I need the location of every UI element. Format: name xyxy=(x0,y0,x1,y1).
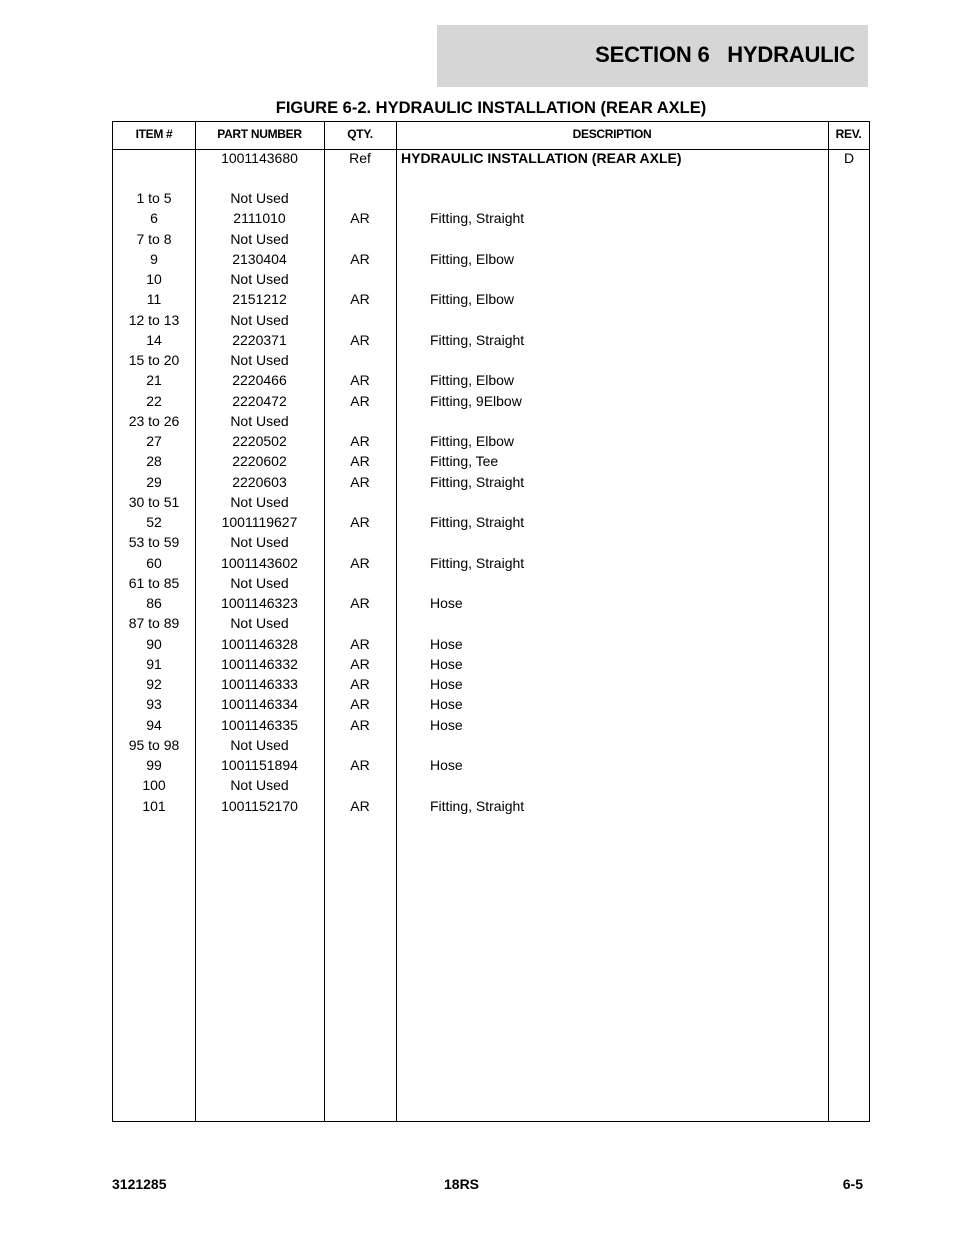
part-number-cell: 2220466 xyxy=(232,372,287,389)
item-number-cell: 9 xyxy=(150,250,158,267)
part-number-cell: 1001146335 xyxy=(221,716,298,733)
table-row xyxy=(113,411,869,431)
quantity-cell: AR xyxy=(350,433,370,449)
item-number-cell: 27 xyxy=(146,433,162,449)
table-row xyxy=(113,148,869,168)
item-number-cell: 14 xyxy=(146,331,162,348)
part-number-cell: Not Used xyxy=(230,230,289,247)
header-rev: REV. xyxy=(835,127,862,141)
table-row xyxy=(113,310,869,330)
description-cell: Fitting, Straight xyxy=(430,797,525,814)
part-number-cell: Not Used xyxy=(230,412,289,429)
quantity-cell: AR xyxy=(350,331,370,348)
quantity-cell: AR xyxy=(350,372,370,389)
item-number-cell: 23 to 26 xyxy=(128,412,180,429)
quantity-cell: AR xyxy=(350,250,370,267)
quantity-cell: AR xyxy=(350,210,370,227)
part-number-cell: 2220371 xyxy=(232,331,287,348)
part-number-cell: 2220602 xyxy=(232,453,287,470)
table-row xyxy=(113,532,869,552)
description-cell: Fitting, Straight xyxy=(430,331,525,348)
description-cell: HYDRAULIC INSTALLATION (REAR AXLE) xyxy=(401,150,682,166)
quantity-cell: AR xyxy=(350,554,370,571)
item-number-cell: 1 to 5 xyxy=(136,190,172,206)
table-row xyxy=(113,715,869,735)
quantity-cell: AR xyxy=(350,453,370,470)
description-cell: Fitting, Elbow xyxy=(430,250,515,267)
table-row xyxy=(113,289,869,309)
part-number-cell: Not Used xyxy=(230,615,289,632)
part-number-cell: Not Used xyxy=(230,311,289,328)
table-row xyxy=(113,249,869,269)
item-number-cell: 53 to 59 xyxy=(128,534,180,551)
part-number-cell: Not Used xyxy=(230,574,289,591)
part-number-cell: 2130404 xyxy=(232,250,287,267)
table-row xyxy=(113,208,869,228)
part-number-cell: 2111010 xyxy=(233,210,286,227)
quantity-cell: AR xyxy=(350,291,370,308)
part-number-cell: 1001146332 xyxy=(221,655,298,672)
quantity-cell: AR xyxy=(350,392,370,409)
part-number-cell: 2151212 xyxy=(232,291,287,308)
description-cell: Hose xyxy=(430,595,463,611)
item-number-cell: 11 xyxy=(146,291,162,308)
part-number-cell: Not Used xyxy=(230,736,289,753)
part-number-cell: 2220472 xyxy=(232,392,287,409)
item-number-cell: 15 to 20 xyxy=(128,352,180,368)
item-number-cell: 91 xyxy=(146,655,162,672)
header-qty: QTY. xyxy=(347,127,373,141)
quantity-cell: AR xyxy=(350,716,370,733)
section-title: SECTION 6 HYDRAULIC xyxy=(595,42,855,67)
description-cell: Fitting, Elbow xyxy=(430,372,515,389)
description-cell: Hose xyxy=(430,635,463,652)
table-row xyxy=(113,775,869,795)
part-number-cell: 1001143602 xyxy=(221,554,298,571)
quantity-cell: AR xyxy=(350,635,370,652)
table-row xyxy=(113,330,869,350)
description-cell: Fitting, Elbow xyxy=(430,433,515,449)
part-number-cell: 1001143680 xyxy=(221,150,298,166)
item-number-cell: 101 xyxy=(142,797,166,814)
item-number-cell: 90 xyxy=(146,635,162,652)
section-header xyxy=(437,25,868,87)
part-number-cell: 2220603 xyxy=(232,473,287,490)
table-row xyxy=(113,796,869,816)
description-cell: Hose xyxy=(430,676,463,692)
table-row xyxy=(113,694,869,714)
item-number-cell: 28 xyxy=(146,453,162,470)
table-row xyxy=(113,269,869,289)
table-row xyxy=(113,451,869,471)
item-number-cell: 94 xyxy=(146,716,162,733)
footer-page-number: 6-5 xyxy=(842,1176,863,1192)
item-number-cell: 12 to 13 xyxy=(128,311,180,328)
item-number-cell: 22 xyxy=(146,392,162,409)
table-row xyxy=(113,654,869,674)
description-cell: Fitting, Elbow xyxy=(430,291,515,308)
table-row xyxy=(113,229,869,249)
part-number-cell: 1001146334 xyxy=(221,696,298,713)
table-row xyxy=(113,613,869,633)
figure-title: FIGURE 6-2. HYDRAULIC INSTALLATION (REAR AXLE) xyxy=(275,99,707,117)
description-cell: Hose xyxy=(430,655,463,672)
table-row xyxy=(113,472,869,492)
quantity-cell: AR xyxy=(350,676,370,692)
quantity-cell: Ref xyxy=(349,150,371,166)
table-row xyxy=(113,512,869,532)
item-number-cell: 30 to 51 xyxy=(128,493,180,510)
footer-model: 18RS xyxy=(444,1176,480,1192)
item-number-cell: 10 xyxy=(146,271,162,287)
table-row xyxy=(113,391,869,411)
item-number-cell: 95 to 98 xyxy=(128,736,180,753)
table-row xyxy=(113,674,869,694)
table-row xyxy=(113,735,869,755)
description-cell: Fitting, Straight xyxy=(430,473,525,490)
part-number-cell: 1001119627 xyxy=(221,514,298,530)
table-row xyxy=(113,492,869,512)
quantity-cell: AR xyxy=(350,757,370,773)
quantity-cell: AR xyxy=(350,473,370,490)
description-cell: Hose xyxy=(430,696,463,713)
table-row xyxy=(113,593,869,613)
quantity-cell: AR xyxy=(350,655,370,672)
part-number-cell: Not Used xyxy=(230,777,289,794)
header-description: DESCRIPTION xyxy=(572,127,652,141)
item-number-cell: 7 to 8 xyxy=(136,230,172,247)
part-number-cell: 2220502 xyxy=(232,433,287,449)
table-row xyxy=(113,370,869,390)
table-row xyxy=(113,634,869,654)
quantity-cell: AR xyxy=(350,595,370,611)
description-cell: Fitting, 9Elbow xyxy=(430,392,522,409)
table-row xyxy=(113,755,869,775)
header-item: ITEM # xyxy=(135,127,173,141)
item-number-cell: 86 xyxy=(146,595,162,611)
description-cell: Fitting, Straight xyxy=(430,554,525,571)
part-number-cell: 1001151894 xyxy=(221,757,298,773)
part-number-cell: 1001152170 xyxy=(221,797,298,814)
table-row xyxy=(113,573,869,593)
item-number-cell: 92 xyxy=(146,676,162,692)
description-cell: Hose xyxy=(430,716,463,733)
table-row xyxy=(113,350,869,370)
description-cell: Fitting, Straight xyxy=(430,210,525,227)
item-number-cell: 52 xyxy=(146,514,162,530)
item-number-cell: 6 xyxy=(150,210,158,227)
item-number-cell: 21 xyxy=(146,372,162,389)
quantity-cell: AR xyxy=(350,797,370,814)
item-number-cell: 93 xyxy=(146,696,162,713)
part-number-cell: Not Used xyxy=(230,271,289,287)
table-row xyxy=(113,553,869,573)
item-number-cell: 60 xyxy=(146,554,162,571)
description-cell: Hose xyxy=(430,757,463,773)
table-row xyxy=(113,431,869,451)
part-number-cell: Not Used xyxy=(230,534,289,551)
revision-cell: D xyxy=(843,150,855,166)
part-number-cell: Not Used xyxy=(230,493,289,510)
header-part-number: PART NUMBER xyxy=(217,127,302,141)
quantity-cell: AR xyxy=(350,696,370,713)
parts-table xyxy=(112,121,870,1122)
item-number-cell: 99 xyxy=(146,757,162,773)
item-number-cell: 87 to 89 xyxy=(128,615,180,632)
part-number-cell: 1001146328 xyxy=(221,635,298,652)
part-number-cell: Not Used xyxy=(230,352,289,368)
footer-doc-number: 3121285 xyxy=(112,1176,167,1192)
part-number-cell: Not Used xyxy=(230,190,289,206)
description-cell: Fitting, Straight xyxy=(430,514,525,530)
quantity-cell: AR xyxy=(350,514,370,530)
description-cell: Fitting, Tee xyxy=(430,453,499,470)
item-number-cell: 100 xyxy=(142,777,166,794)
table-row xyxy=(113,188,869,208)
part-number-cell: 1001146323 xyxy=(221,595,298,611)
part-number-cell: 1001146333 xyxy=(221,676,298,692)
item-number-cell: 61 to 85 xyxy=(128,574,180,591)
item-number-cell: 29 xyxy=(146,473,162,490)
